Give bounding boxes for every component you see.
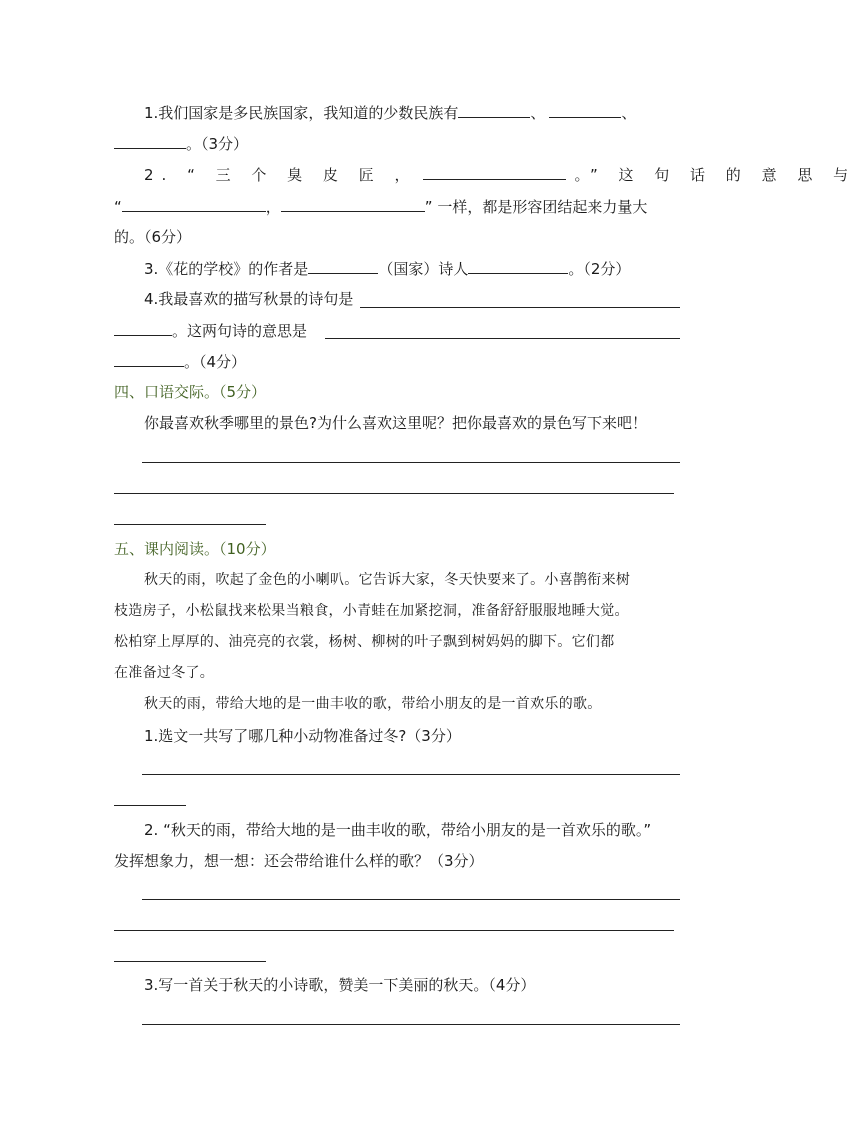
question-1-text: 1.我们国家是多民族国家，我知道的少数民族有 xyxy=(144,104,459,122)
answer-line[interactable] xyxy=(360,307,680,308)
reading-question-2-cont: 发挥想象力，想一想：还会带给谁什么样的歌？（3分） xyxy=(114,852,484,870)
answer-blank[interactable] xyxy=(281,196,425,212)
question-4-part-b: 。这两句诗的意思是 xyxy=(172,322,308,340)
answer-blank[interactable] xyxy=(308,258,378,274)
question-4-cont xyxy=(114,320,307,341)
passage-line: 枝造房子，小松鼠找来松果当粮食，小青蛙在加紧挖洞，准备舒舒服服地睡大觉。 xyxy=(114,603,629,619)
question-2 xyxy=(144,164,856,185)
question-2-end xyxy=(114,227,191,247)
reading-question-2: 2. “秋天的雨，带给大地的是一曲丰收的歌，带给小朋友的是一首欢乐的歌。” xyxy=(144,821,652,839)
section-5-heading: 五、课内阅读。（10分） xyxy=(114,540,276,558)
answer-line[interactable] xyxy=(114,961,266,962)
question-4-end xyxy=(114,351,246,372)
section-4-heading: 四、口语交际。（5分） xyxy=(114,383,267,401)
question-2-part-a: 2. “ 三 个 臭 皮 匠 ， xyxy=(144,166,418,184)
answer-blank[interactable] xyxy=(423,164,566,180)
question-2-cont xyxy=(114,196,647,217)
reading-question-1: 1.选文一共写了哪几种小动物准备过冬?（3分） xyxy=(144,727,461,745)
answer-blank[interactable] xyxy=(468,258,568,274)
answer-blank[interactable] xyxy=(114,320,172,336)
separator: 、 xyxy=(530,104,546,122)
question-4-part-a: 4.我最喜欢的描写秋景的诗句是 xyxy=(144,290,354,308)
answer-blank[interactable] xyxy=(114,133,186,149)
answer-line[interactable] xyxy=(114,805,186,806)
question-1-tail: 。（3分） xyxy=(186,135,249,153)
answer-line[interactable] xyxy=(114,524,266,525)
question-2-part-c: ” 一样，都是形容团结起来力量大 xyxy=(424,198,648,216)
passage-line: 松柏穿上厚厚的、油亮亮的衣裳，杨树、柳树的叶子飘到树妈妈的脚下。它们都 xyxy=(114,634,615,650)
answer-blank[interactable] xyxy=(122,196,266,212)
answer-line[interactable] xyxy=(114,930,674,931)
answer-blank[interactable] xyxy=(458,102,530,118)
section-4-prompt: 你最喜欢秋季哪里的景色?为什么喜欢这里呢？把你最喜欢的景色写下来吧！ xyxy=(144,414,647,432)
question-4-part-c: 。（4分） xyxy=(184,353,247,371)
separator: 、 xyxy=(621,104,637,122)
passage-line: 秋天的雨，带给大地的是一曲丰收的歌，带给小朋友的是一首欢乐的歌。 xyxy=(144,696,602,712)
passage-line: 在准备过冬了。 xyxy=(114,665,215,681)
comma: ， xyxy=(265,198,281,216)
answer-line[interactable] xyxy=(114,493,674,494)
question-1 xyxy=(144,102,636,123)
question-3 xyxy=(144,258,630,279)
open-quote: “ xyxy=(114,198,122,216)
question-3-part-a: 3.《花的学校》的作者是 xyxy=(144,260,309,278)
answer-line[interactable] xyxy=(142,899,680,900)
answer-line[interactable] xyxy=(325,338,680,339)
passage-line: 秋天的雨，吹起了金色的小喇叭。它告诉大家，冬天快要来了。小喜鹊衔来树 xyxy=(144,572,631,588)
question-3-part-b: （国家）诗人 xyxy=(378,260,469,278)
question-3-part-c: 。（2分） xyxy=(568,260,631,278)
question-4 xyxy=(144,289,353,309)
question-2-part-b: 。” 这 句 话 的 意 思 与 xyxy=(574,166,856,184)
question-2-part-d: 的。（6分） xyxy=(114,228,192,246)
question-1-cont xyxy=(114,133,248,154)
answer-blank[interactable] xyxy=(549,102,621,118)
answer-blank[interactable] xyxy=(114,351,184,367)
reading-question-3: 3.写一首关于秋天的小诗歌，赞美一下美丽的秋天。（4分） xyxy=(144,976,536,994)
answer-line[interactable] xyxy=(142,774,680,775)
answer-line[interactable] xyxy=(142,462,680,463)
answer-line[interactable] xyxy=(142,1024,680,1025)
